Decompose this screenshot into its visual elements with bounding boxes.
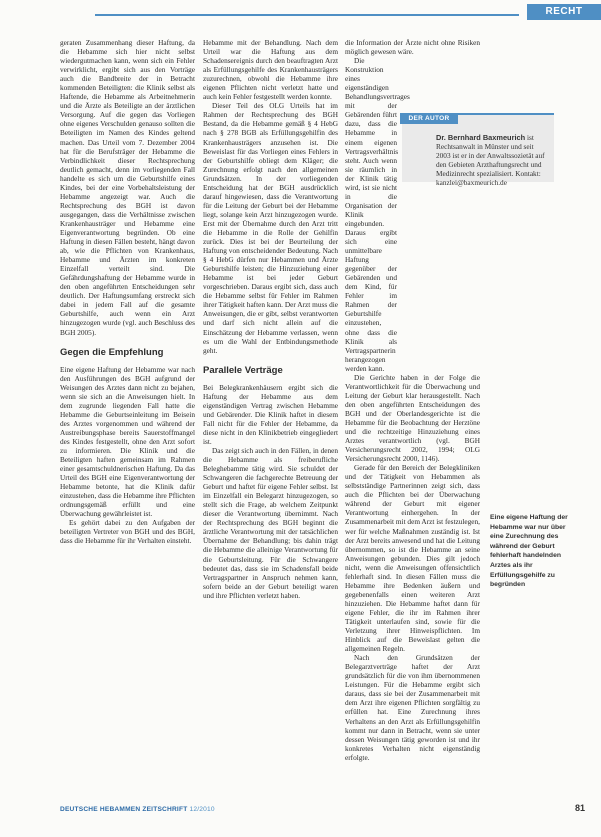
paragraph: Die Konstruktion eines eigenständigen Behandlungsvertrages mit der Gebärenden führt dazu, dass die Hebamme in einem eigenen Vertragsverhältnis steht. Auch wenn sie räumlich in der Klinik tätig wird, ist sie nicht in die Organisation der Klinik eingebunden. Daraus ergibt sich eine unmittelbare Haftung gegenüber der Gebärenden und dem Kind, für Fehler im Rahmen der Geburtshilfe einzustehen, ohne dass die Klinik als Vertragspartnerin herangezogen werden kann.	[345, 56, 410, 373]
author-box	[402, 113, 554, 187]
paragraph: Es gehört dabei zu den Aufgaben der beteiligten Vertreter von BGH und des BGH, dass die Hebamme für ihr Verhalten einsteht.	[60, 518, 195, 546]
header-rule	[95, 14, 519, 16]
pull-quote: Eine eigene Haftung der Hebamme war nur über eine Zurechnung des während der Geburt fehlerhaft handelnden Arztes als ihr Erfüllungsgehilfe zu begründen	[490, 514, 568, 589]
paragraph: Bei Belegkrankenhäusern ergibt sich die Haftung der Hebamme aus dem eigenständigen Vertrag zwischen Hebamme und Gebärender. Die Klinik haftet in diesem Fall nicht für die Fehler der Hebamme, da diese nicht in den Klinikbetrieb eingegliedert ist.	[203, 382, 338, 446]
issue-number: 12/2010	[189, 806, 215, 813]
footer	[60, 806, 215, 813]
subheading: Gegen die Empfehlung	[60, 346, 164, 358]
paragraph: Eine eigene Haftung der Hebamme war nach den Ausführungen des BGH aufgrund der Weisungen des Arztes dann nicht zu bejahen, wenn sie sich an die Anweisungen hielt. In dem zugrunde liegenden Fall hatte die Hebamme die Geburtseinleitung im Beisein des Arztes vorgenommen und während der Austreibungsphase bereits Sauerstoffmangel des Kindes festgestellt, ohne den Arzt sofort zu informieren. Die Klinik und die Beteiligten haften gemeinsam im Rahmen einer gesamtschuldnerischen Haftung. Da das Urteil des BGH eine Eigenverantwortung der Hebamme betonte, hat die Klinik dafür einzustehen, dass die Hebamme ihre Pflichten ordnungsgemäß erfüllt und eine Überwachung gewährleistet ist.	[60, 364, 195, 519]
article-column-1	[60, 38, 195, 545]
paragraph: Gerade für den Bereich der Belegkliniken und der Tätigkeit von Hebammen als selbstständige Partnerinnen zeigt sich, dass auch die Pflichten bei der Überwachung während der Geburt mit eigener Verantwortung einhergehen. In der Zusammenarbeit mit dem Arzt ist festzulegen, wer für welche Maßnahmen zuständig ist. Ist der Arzt bereits anwesend und hat die Leitung übernommen, so ist die Hebamme an seine Anweisungen gebunden. Dies gilt jedoch nicht, wenn die Anweisungen offensichtlich fehlerhaft sind. In diesen Fällen muss die Hebamme ihre Bedenken äußern und gegebenenfalls einen weiteren Arzt hinzuziehen. Die Hebamme haftet dann für eigene Fehler, die ihr im Rahmen ihrer Tätigkeit unterlaufen sind, sowie für die Verletzung ihrer Hinweispflichten. Im Hinblick auf die Beweislast gelten die allgemeinen Regeln.	[345, 463, 480, 654]
section-label: RECHT	[527, 4, 601, 20]
article-column-2	[203, 38, 338, 600]
magazine-name: DEUTSCHE HEBAMMEN ZEITSCHRIFT	[60, 806, 188, 813]
paragraph: die Information der Ärzte nicht ohne Risiken möglich gewesen wäre.	[345, 38, 480, 57]
subheading: Parallele Verträge	[203, 364, 283, 376]
paragraph: geraten Zusammenhang dieser Haftung, da die Hebamme sich hier nicht selbst wiedergutmachen kann, wenn sich ein Fehler verwirklicht, ergibt sich aus den Vorträge auch die Bandbreite der in Betracht kommenden Beteiligten: die Klinik selbst als Haftende, die Hebamme als Arbeitnehmerin und die Ärzte als Beteiligte an der ärztlichen Versorgung. Auf die gegen das Vorliegen ohne eigenes Verschulden genauso sollten die Beteiligten im Namen des Kindes geltend machen. Das Urteil vom 7. Dezember 2004 hat für die Berufsträger der Hebamme die Verbindlichkeit dieser Rechtsprechung deutlich gemacht, denn im vorliegenden Fall handelte es sich um die Geburtshilfe eines Kindes, bei der eine Vorbehaltsleistung der Hebamme angezeigt war. Auch die Rechtsprechung des BGH ist davon ausgegangen, dass die Verhältnisse zwischen Krankenhausträger und Hebamme eine Eigenverantwortung begründen. Ob eine Haftung in diesen Fällen besteht, hängt davon ab, wie die Pflichten von Krankenhaus, Hebamme und Ärzten im konkreten Einzelfall verteilt sind. Die Gefährdungshaftung der Hebamme wurde in den oben angeführten Entscheidungen sehr deutlich. Der Haftungsumfang erstreckt sich dabei in jedem Fall auf die gesamte Geburtshilfe, auch wenn ein Arzt hinzugezogen wurde (vgl. auch Beschluss des BGH 2005).	[60, 38, 195, 337]
author-description: ist Rechtsanwalt in Münster und seit 2003 ist er in der Anwaltssozietät auf den Gebieten Arzthaftungsrecht und Medizinrecht spezialisiert. Kontakt: kanzlei@baxmeurich.de	[436, 133, 545, 187]
author-tag: DER AUTOR	[400, 113, 458, 124]
paragraph: Hebamme mit der Behandlung. Nach dem Urteil war die Haftung aus dem Schadensereignis durch den beauftragten Arzt als Erfüllungsgehilfe des Krankenhausträgers zuzurechnen, obwohl die Hebamme ihre eigenen Pflichten nicht verletzt hatte und auch kein Fehler festgestellt werden konnte.	[203, 38, 338, 102]
author-bio	[436, 133, 550, 187]
section-header	[0, 0, 601, 22]
paragraph: Das zeigt sich auch in den Fällen, in denen die Hebamme als freiberufliche Beleghebamme tätig wird. Sie schuldet der Schwangeren die fachgerechte Betreuung der Geburt und haftet für eigene Fehler selbst. Ist im Einzelfall ein Belegarzt hinzugezogen, so stellt sich die Frage, ab welchem Zeitpunkt dieser die Verantwortung übernimmt. Nach der Rechtsprechung des BGH beginnt die ärztliche Verantwortung mit der tatsächlichen Übernahme der Behandlung; bis dahin trägt die Hebamme die alleinige Verantwortung für die Geburtsleitung. Für die Schwangere bedeutet das, dass sie im Schadensfall beide Vertragspartner in Anspruch nehmen kann, sofern beide an der Geburt beteiligt waren und ihre Pflichten verletzt haben.	[203, 445, 338, 600]
paragraph: Dieser Teil des OLG Urteils hat im Rahmen der Rechtsprechung des BGH Bestand, da die Hebamme gemäß § 4 HebG nach § 278 BGB als Erfüllungsgehilfin des Krankenhausträgers anzusehen ist. Die Beweislast für das Vorliegen eines Fehlers in der Geburtshilfe obliegt dem Kläger; die Zurechnung erfolgt nach den allgemeinen Grundsätzen. In der vorliegenden Entscheidung hat der BGH ausdrücklich darauf hingewiesen, dass die Verantwortung für die Leitung der Geburt bei der Hebamme liegt, solange kein Arzt hinzugezogen wurde. Erst mit der Übernahme durch den Arzt tritt die Hebamme in die Rolle der Gehilfin zurück. Dies ist bei der Beurteilung der Haftung von entscheidender Bedeutung. Nach § 4 HebG dürfen nur Hebammen und Ärzte Geburtshilfe leisten; die Hinzuziehung einer Hebamme ist bei jeder Geburt vorgeschrieben. Daraus ergibt sich, dass auch die Hebamme selbst für Fehler im Rahmen ihrer Tätigkeit haften kann. Der Arzt muss die Anweisungen, die er gibt, selbst verantworten und darf sich nicht allein auf die Einschätzung der Hebamme verlassen, wenn es um die Wahl der Entbindungsmethode geht.	[203, 101, 338, 355]
author-name: Dr. Bernhard Baxmeurich	[436, 133, 526, 142]
paragraph: Nach den Grundsätzen der Belegarztverträge haftet der Arzt grundsätzlich für die von ihm übernommenen Leistungen. Für die Hebamme ergibt sich daraus, dass sie bei der Zusammenarbeit mit dem Arzt ihre eigenen Pflichten sorgfältig zu erfüllen hat. Eine Zurechnung ihres Verhaltens an den Arzt als Erfüllungsgehilfin kommt nur dann in Betracht, wenn sie unter dessen Weisungen tätig geworden ist und ihr konkretes Verhalten nicht eigenständig erfolgte.	[345, 653, 480, 762]
page-number: 81	[574, 803, 585, 813]
paragraph: Die Gerichte haben in der Folge die Verantwortlichkeit für die Überwachung und Leitung der Geburt klar herausgestellt. Nach den oben angeführten Entscheidungen des BGH und der Oberlandesgerichte ist die Hebamme für die Beobachtung der Herztöne und die rechtzeitige Hinzuziehung eines Arztes verantwortlich (vgl. BGH Versicherungsrecht 2002, 1994; OLG Versicherungsrecht 2000, 1146).	[345, 372, 480, 464]
